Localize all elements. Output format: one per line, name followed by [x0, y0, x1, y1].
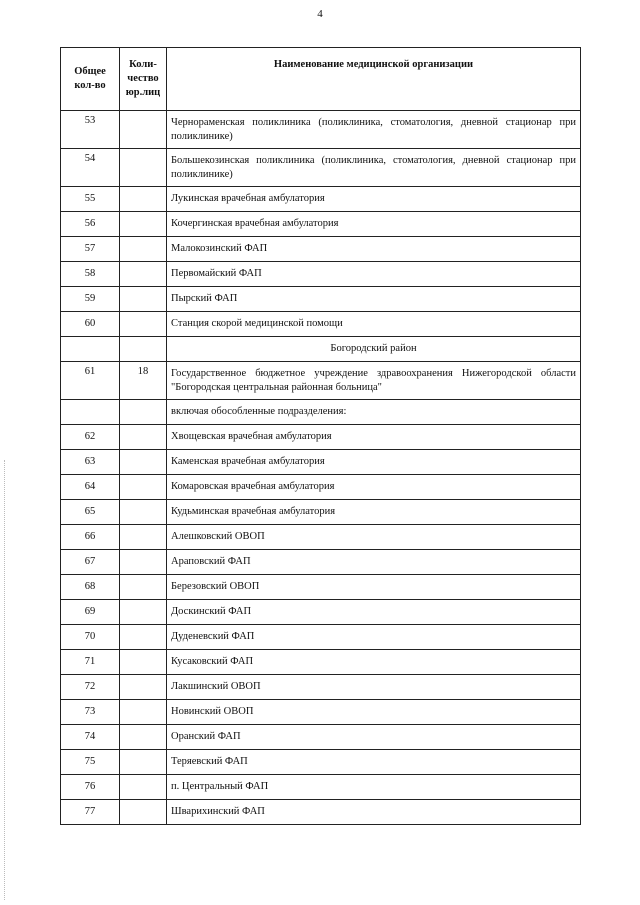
row-number: 57: [61, 237, 120, 262]
table-row: [61, 550, 581, 575]
row-legal-entity-count: [120, 600, 167, 625]
table-row: [61, 800, 581, 825]
row-number: 74: [61, 725, 120, 750]
row-organization-name: включая обособленные подразделения:: [167, 400, 581, 425]
row-organization-name: Араповский ФАП: [167, 550, 581, 575]
row-number: 75: [61, 750, 120, 775]
table-row: [61, 187, 581, 212]
row-legal-entity-count: [120, 500, 167, 525]
row-number: 67: [61, 550, 120, 575]
row-legal-entity-count: [120, 262, 167, 287]
row-legal-entity-count: [120, 450, 167, 475]
row-organization-name: Государственное бюджетное учреждение здравоохранения Нижегородской области "Богородская центральная районная больница": [167, 362, 581, 400]
table-row: [61, 475, 581, 500]
row-legal-entity-count: [120, 800, 167, 825]
row-legal-entity-count: [120, 237, 167, 262]
row-organization-name: Доскинский ФАП: [167, 600, 581, 625]
table-row: [61, 575, 581, 600]
row-organization-name: Лакшинский ОВОП: [167, 675, 581, 700]
table-body-part1: [61, 111, 581, 337]
header-organization-name: Наименование медицинской организации: [167, 48, 581, 111]
row-number: 62: [61, 425, 120, 450]
table-row: [61, 425, 581, 450]
table-row: [61, 525, 581, 550]
table-row: [61, 775, 581, 800]
table-row: [61, 237, 581, 262]
row-number: 68: [61, 575, 120, 600]
row-number: 71: [61, 650, 120, 675]
table-row: [61, 725, 581, 750]
row-organization-name: Чернораменская поликлиника (поликлиника, стоматология, дневной стационар при поликлинике): [167, 111, 581, 149]
table-row: [61, 362, 581, 400]
table-row: [61, 212, 581, 237]
row-organization-name: Лукинская врачебная амбулатория: [167, 187, 581, 212]
district-name: Богородский район: [167, 337, 581, 362]
row-organization-name: Кочергинская врачебная амбулатория: [167, 212, 581, 237]
row-number: 77: [61, 800, 120, 825]
row-legal-entity-count: [120, 700, 167, 725]
row-legal-entity-count: [120, 525, 167, 550]
table-row: [61, 262, 581, 287]
table-row: [61, 750, 581, 775]
row-organization-name: Оранский ФАП: [167, 725, 581, 750]
table-body-part2: [61, 362, 581, 825]
row-number: 66: [61, 525, 120, 550]
row-number: 61: [61, 362, 120, 400]
row-number: 56: [61, 212, 120, 237]
row-number: 60: [61, 312, 120, 337]
row-number: 59: [61, 287, 120, 312]
row-organization-name: Шварихинский ФАП: [167, 800, 581, 825]
row-legal-entity-count: [120, 650, 167, 675]
table-row: [61, 287, 581, 312]
row-number: 53: [61, 111, 120, 149]
row-legal-entity-count: [120, 775, 167, 800]
row-organization-name: Новинский ОВОП: [167, 700, 581, 725]
row-number: 58: [61, 262, 120, 287]
row-legal-entity-count: [120, 287, 167, 312]
row-number: 76: [61, 775, 120, 800]
row-organization-name: Пырский ФАП: [167, 287, 581, 312]
row-number: 64: [61, 475, 120, 500]
table-header-row: [61, 48, 581, 111]
table-row: [61, 700, 581, 725]
medical-organizations-table: [60, 47, 581, 825]
row-organization-name: Станция скорой медицинской помощи: [167, 312, 581, 337]
table-row: [61, 500, 581, 525]
row-number: 69: [61, 600, 120, 625]
row-organization-name: Кудьминская врачебная амбулатория: [167, 500, 581, 525]
district-count-cell: [120, 337, 167, 362]
district-section: [61, 337, 581, 362]
table-row: [61, 450, 581, 475]
table-row: [61, 625, 581, 650]
row-legal-entity-count: [120, 725, 167, 750]
row-organization-name: Кусаковский ФАП: [167, 650, 581, 675]
row-organization-name: Алешковский ОВОП: [167, 525, 581, 550]
table-row: [61, 149, 581, 187]
row-organization-name: Березовский ОВОП: [167, 575, 581, 600]
row-number: 65: [61, 500, 120, 525]
row-legal-entity-count: [120, 312, 167, 337]
row-legal-entity-count: [120, 550, 167, 575]
row-number: 63: [61, 450, 120, 475]
header-total: Общее кол-во: [61, 48, 120, 111]
row-organization-name: Каменская врачебная амбулатория: [167, 450, 581, 475]
row-organization-name: Дуденевский ФАП: [167, 625, 581, 650]
table-row: [61, 111, 581, 149]
row-organization-name: Комаровская врачебная амбулатория: [167, 475, 581, 500]
row-number: 72: [61, 675, 120, 700]
row-legal-entity-count: [120, 187, 167, 212]
row-legal-entity-count: [120, 425, 167, 450]
row-organization-name: п. Центральный ФАП: [167, 775, 581, 800]
row-legal-entity-count: [120, 575, 167, 600]
row-number: [61, 400, 120, 425]
scan-margin-dots: [4, 460, 7, 900]
row-number: 54: [61, 149, 120, 187]
row-number: 70: [61, 625, 120, 650]
header-legal-entities: Коли-чество юр.лиц: [120, 48, 167, 111]
row-legal-entity-count: [120, 111, 167, 149]
row-legal-entity-count: [120, 149, 167, 187]
table-row: [61, 600, 581, 625]
row-organization-name: Первомайский ФАП: [167, 262, 581, 287]
district-row: [61, 337, 581, 362]
row-number: 73: [61, 700, 120, 725]
table-row: [61, 650, 581, 675]
row-organization-name: Большекозинская поликлиника (поликлиника, стоматология, дневной стационар при поликлинике): [167, 149, 581, 187]
row-legal-entity-count: 18: [120, 362, 167, 400]
row-organization-name: Теряевский ФАП: [167, 750, 581, 775]
row-legal-entity-count: [120, 212, 167, 237]
district-num-cell: [61, 337, 120, 362]
page-number: 4: [317, 8, 323, 20]
row-organization-name: Малокозинский ФАП: [167, 237, 581, 262]
row-legal-entity-count: [120, 625, 167, 650]
table-row: [61, 312, 581, 337]
row-legal-entity-count: [120, 675, 167, 700]
row-legal-entity-count: [120, 400, 167, 425]
row-legal-entity-count: [120, 475, 167, 500]
table-row: [61, 400, 581, 425]
row-organization-name: Хвощевская врачебная амбулатория: [167, 425, 581, 450]
row-legal-entity-count: [120, 750, 167, 775]
row-number: 55: [61, 187, 120, 212]
table-row: [61, 675, 581, 700]
